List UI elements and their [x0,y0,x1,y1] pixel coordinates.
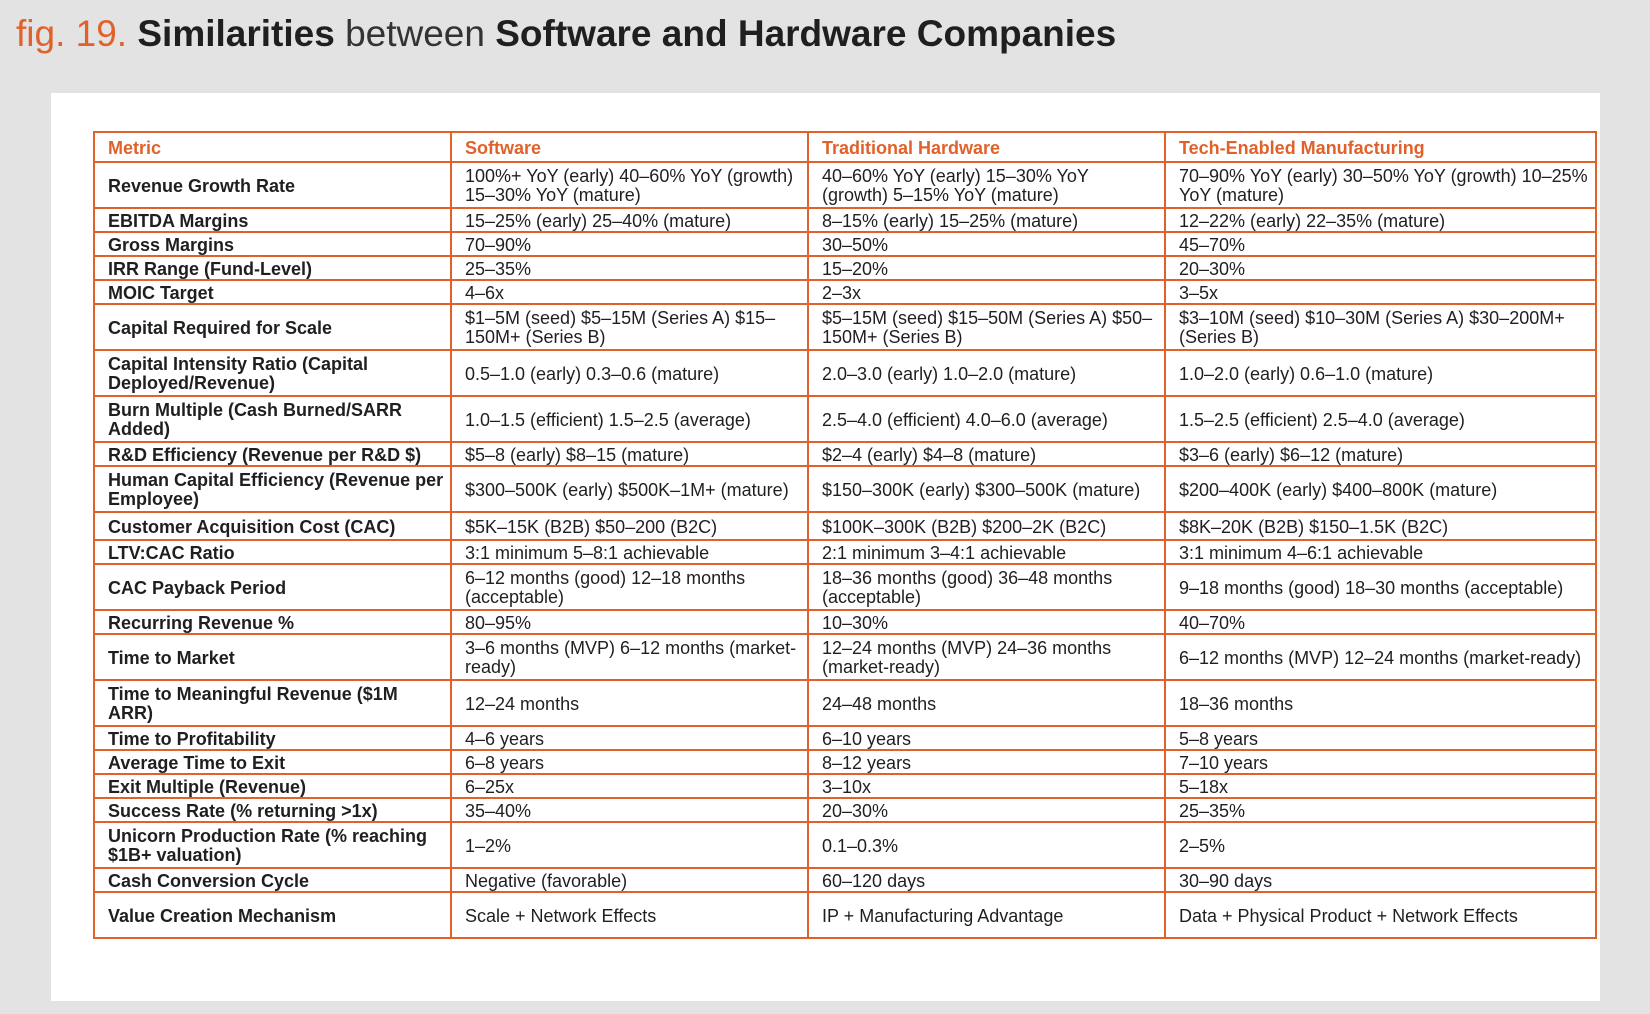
manufacturing-cell: $8K–20K (B2B) $150–1.5K (B2C) [1165,512,1596,540]
header-tech-enabled-manufacturing: Tech-Enabled Manufacturing [1165,132,1596,162]
software-cell: 6–25x [451,774,808,798]
table-row [94,304,1596,350]
metric-cell: MOIC Target [94,280,451,304]
hardware-cell: 6–10 years [808,726,1165,750]
hardware-cell: 20–30% [808,798,1165,822]
manufacturing-cell: $3–6 (early) $6–12 (mature) [1165,442,1596,466]
metric-cell: Exit Multiple (Revenue) [94,774,451,798]
hardware-cell: 40–60% YoY (early) 15–30% YoY (growth) 5–15% YoY (mature) [808,162,1165,208]
manufacturing-cell: 45–70% [1165,232,1596,256]
hardware-cell: 2–3x [808,280,1165,304]
manufacturing-cell: 18–36 months [1165,680,1596,726]
hardware-cell: 2.0–3.0 (early) 1.0–2.0 (mature) [808,350,1165,396]
header-traditional-hardware: Traditional Hardware [808,132,1165,162]
table-row [94,208,1596,232]
table-row [94,822,1596,868]
table-row [94,610,1596,634]
hardware-cell: 2:1 minimum 3–4:1 achievable [808,540,1165,564]
manufacturing-cell: 30–90 days [1165,868,1596,892]
hardware-cell: $5–15M (seed) $15–50M (Series A) $50–150M+ (Series B) [808,304,1165,350]
table-header-row [94,132,1596,162]
table-row [94,232,1596,256]
metric-cell: Capital Required for Scale [94,304,451,350]
metric-cell: Time to Meaningful Revenue ($1M ARR) [94,680,451,726]
manufacturing-cell: 2–5% [1165,822,1596,868]
table-row [94,396,1596,442]
metric-cell: CAC Payback Period [94,564,451,610]
metric-cell: IRR Range (Fund-Level) [94,256,451,280]
software-cell: 6–8 years [451,750,808,774]
hardware-cell: 10–30% [808,610,1165,634]
hardware-cell: 0.1–0.3% [808,822,1165,868]
software-cell: 4–6 years [451,726,808,750]
metric-cell: Human Capital Efficiency (Revenue per Employee) [94,466,451,512]
hardware-cell: 15–20% [808,256,1165,280]
comparison-table [93,131,1597,939]
table-row [94,798,1596,822]
table-card [51,93,1600,1001]
manufacturing-cell: Data + Physical Product + Network Effects [1165,892,1596,938]
software-cell: Scale + Network Effects [451,892,808,938]
table-row [94,350,1596,396]
metric-cell: Unicorn Production Rate (% reaching $1B+ valuation) [94,822,451,868]
hardware-cell: 60–120 days [808,868,1165,892]
software-cell: 0.5–1.0 (early) 0.3–0.6 (mature) [451,350,808,396]
title-between: between [345,13,485,54]
metric-cell: Time to Profitability [94,726,451,750]
header-metric: Metric [94,132,451,162]
metric-cell: Recurring Revenue % [94,610,451,634]
hardware-cell: $150–300K (early) $300–500K (mature) [808,466,1165,512]
title-companies: Software and Hardware Companies [495,13,1117,54]
manufacturing-cell: 3:1 minimum 4–6:1 achievable [1165,540,1596,564]
software-cell: $5–8 (early) $8–15 (mature) [451,442,808,466]
hardware-cell: 2.5–4.0 (efficient) 4.0–6.0 (average) [808,396,1165,442]
software-cell: Negative (favorable) [451,868,808,892]
software-cell: 15–25% (early) 25–40% (mature) [451,208,808,232]
manufacturing-cell: 40–70% [1165,610,1596,634]
table-row [94,774,1596,798]
hardware-cell: 24–48 months [808,680,1165,726]
hardware-cell: $2–4 (early) $4–8 (mature) [808,442,1165,466]
hardware-cell: 8–12 years [808,750,1165,774]
manufacturing-cell: 70–90% YoY (early) 30–50% YoY (growth) 10–25% YoY (mature) [1165,162,1596,208]
manufacturing-cell: 5–8 years [1165,726,1596,750]
hardware-cell: 8–15% (early) 15–25% (mature) [808,208,1165,232]
manufacturing-cell: 25–35% [1165,798,1596,822]
manufacturing-cell: 6–12 months (MVP) 12–24 months (market-ready) [1165,634,1596,680]
metric-cell: Cash Conversion Cycle [94,868,451,892]
metric-cell: Burn Multiple (Cash Burned/SARR Added) [94,396,451,442]
table-row [94,162,1596,208]
manufacturing-cell: 5–18x [1165,774,1596,798]
manufacturing-cell: 1.0–2.0 (early) 0.6–1.0 (mature) [1165,350,1596,396]
metric-cell: Value Creation Mechanism [94,892,451,938]
table-row [94,680,1596,726]
software-cell: 3–6 months (MVP) 6–12 months (market-ready) [451,634,808,680]
software-cell: $300–500K (early) $500K–1M+ (mature) [451,466,808,512]
hardware-cell: 3–10x [808,774,1165,798]
table-row [94,634,1596,680]
table-row [94,726,1596,750]
metric-cell: LTV:CAC Ratio [94,540,451,564]
metric-cell: EBITDA Margins [94,208,451,232]
software-cell: 4–6x [451,280,808,304]
manufacturing-cell: 1.5–2.5 (efficient) 2.5–4.0 (average) [1165,396,1596,442]
manufacturing-cell: 3–5x [1165,280,1596,304]
table-row [94,868,1596,892]
software-cell: 100%+ YoY (early) 40–60% YoY (growth) 15–30% YoY (mature) [451,162,808,208]
software-cell: 1–2% [451,822,808,868]
manufacturing-cell: 7–10 years [1165,750,1596,774]
software-cell: 1.0–1.5 (efficient) 1.5–2.5 (average) [451,396,808,442]
software-cell: 12–24 months [451,680,808,726]
table-row [94,540,1596,564]
table-row [94,256,1596,280]
hardware-cell: 30–50% [808,232,1165,256]
hardware-cell: 18–36 months (good) 36–48 months (acceptable) [808,564,1165,610]
manufacturing-cell: 20–30% [1165,256,1596,280]
manufacturing-cell: $200–400K (early) $400–800K (mature) [1165,466,1596,512]
manufacturing-cell: $3–10M (seed) $10–30M (Series A) $30–200M+ (Series B) [1165,304,1596,350]
hardware-cell: IP + Manufacturing Advantage [808,892,1165,938]
metric-cell: Revenue Growth Rate [94,162,451,208]
metric-cell: Capital Intensity Ratio (Capital Deployed/Revenue) [94,350,451,396]
manufacturing-cell: 12–22% (early) 22–35% (mature) [1165,208,1596,232]
metric-cell: Gross Margins [94,232,451,256]
software-cell: 70–90% [451,232,808,256]
manufacturing-cell: 9–18 months (good) 18–30 months (acceptable) [1165,564,1596,610]
table-row [94,280,1596,304]
header-software: Software [451,132,808,162]
table-row [94,442,1596,466]
hardware-cell: $100K–300K (B2B) $200–2K (B2C) [808,512,1165,540]
table-body [94,162,1596,938]
table-row [94,892,1596,938]
table-row [94,750,1596,774]
software-cell: 25–35% [451,256,808,280]
software-cell: 6–12 months (good) 12–18 months (acceptable) [451,564,808,610]
metric-cell: R&D Efficiency (Revenue per R&D $) [94,442,451,466]
software-cell: $1–5M (seed) $5–15M (Series A) $15–150M+ (Series B) [451,304,808,350]
figure-number: fig. 19. [16,13,128,54]
table-row [94,564,1596,610]
software-cell: 35–40% [451,798,808,822]
software-cell: $5K–15K (B2B) $50–200 (B2C) [451,512,808,540]
metric-cell: Time to Market [94,634,451,680]
hardware-cell: 12–24 months (MVP) 24–36 months (market-ready) [808,634,1165,680]
figure-title [16,8,1116,60]
title-similarities: Similarities [137,13,335,54]
software-cell: 3:1 minimum 5–8:1 achievable [451,540,808,564]
metric-cell: Average Time to Exit [94,750,451,774]
metric-cell: Success Rate (% returning >1x) [94,798,451,822]
table-row [94,512,1596,540]
software-cell: 80–95% [451,610,808,634]
table-row [94,466,1596,512]
metric-cell: Customer Acquisition Cost (CAC) [94,512,451,540]
